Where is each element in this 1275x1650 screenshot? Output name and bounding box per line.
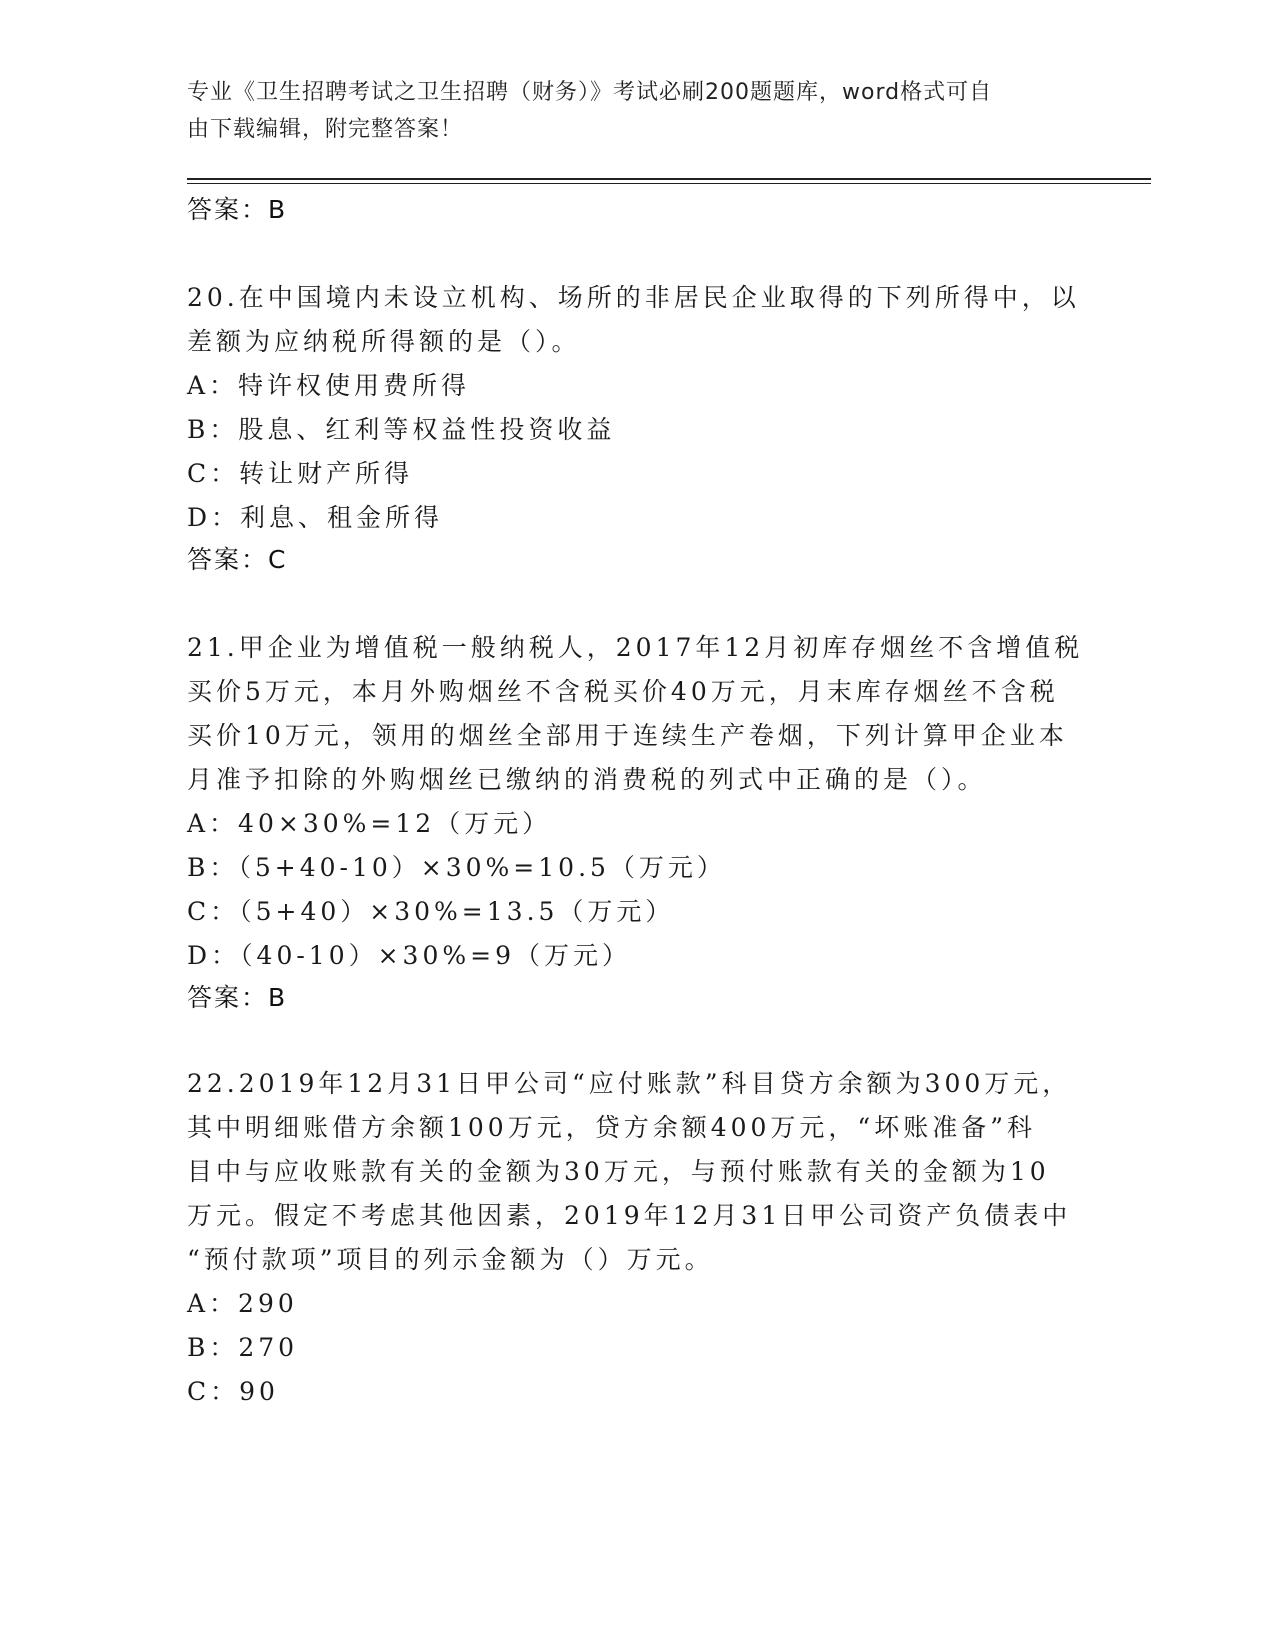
question-22-stem-line-1: 22.2019年12月31日甲公司“应付账款”科目贷方余额为300万元， (187, 1069, 1072, 1098)
question-21-answer: 答案：B (187, 983, 288, 1012)
question-21-option-b: B：（5+40-10）×30%=10.5（万元） (187, 853, 726, 882)
header-line-2: 由下载编辑，附完整答案！ (187, 117, 464, 142)
question-20-option-c: C：转让财产所得 (187, 459, 414, 488)
page-header (187, 74, 1067, 148)
question-22-stem-line-3: 目中与应收账款有关的金额为30万元，与预付账款有关的金额为10 (187, 1157, 1050, 1186)
question-20-stem-line-2: 差额为应纳税所得额的是（）。 (187, 327, 581, 356)
header-divider (187, 178, 1151, 180)
question-22-option-c: C：90 (187, 1377, 279, 1406)
question-21-option-c: C：（5+40）×30%=13.5（万元） (187, 897, 675, 926)
question-20-option-b: B：股息、红利等权益性投资收益 (187, 415, 616, 444)
question-20-answer: 答案：C (187, 545, 288, 574)
question-22-option-b: B：270 (187, 1333, 299, 1362)
question-22-stem-line-2: 其中明细账借方余额100万元，贷方余额400万元，“坏账准备”科 (187, 1113, 1036, 1142)
question-21-option-a: A：40×30%=12（万元） (187, 809, 552, 838)
question-21-option-d: D：（40-10）×30%=9（万元） (187, 941, 631, 970)
question-22-option-a: A：290 (187, 1289, 298, 1318)
header-line-1: 专业《卫生招聘考试之卫生招聘（财务）》考试必刷200题题库，word格式可自 (187, 80, 993, 105)
question-22-stem-line-4: 万元。假定不考虑其他因素，2019年12月31日甲公司资产负债表中 (187, 1201, 1072, 1230)
header-divider-thin (187, 183, 1151, 184)
question-20-option-a: A：特许权使用费所得 (187, 371, 471, 400)
question-21-stem-line-1: 21.甲企业为增值税一般纳税人，2017年12月初库存烟丝不含增值税 (187, 633, 1084, 662)
question-20-stem-line-1: 20.在中国境内未设立机构、场所的非居民企业取得的下列所得中，以 (187, 283, 1080, 312)
question-21-stem-line-3: 买价10万元，领用的烟丝全部用于连续生产卷烟，下列计算甲企业本 (187, 721, 1068, 750)
question-20-option-d: D：利息、租金所得 (187, 503, 444, 532)
question-21-stem-line-2: 买价5万元，本月外购烟丝不含税买价40万元，月末库存烟丝不含税 (187, 677, 1059, 706)
question-21-stem-line-4: 月准予扣除的外购烟丝已缴纳的消费税的列式中正确的是（）。 (187, 765, 987, 794)
previous-question-answer: 答案：B (187, 195, 288, 224)
question-22-stem-line-5: “预付款项”项目的列示金额为（）万元。 (187, 1245, 714, 1274)
